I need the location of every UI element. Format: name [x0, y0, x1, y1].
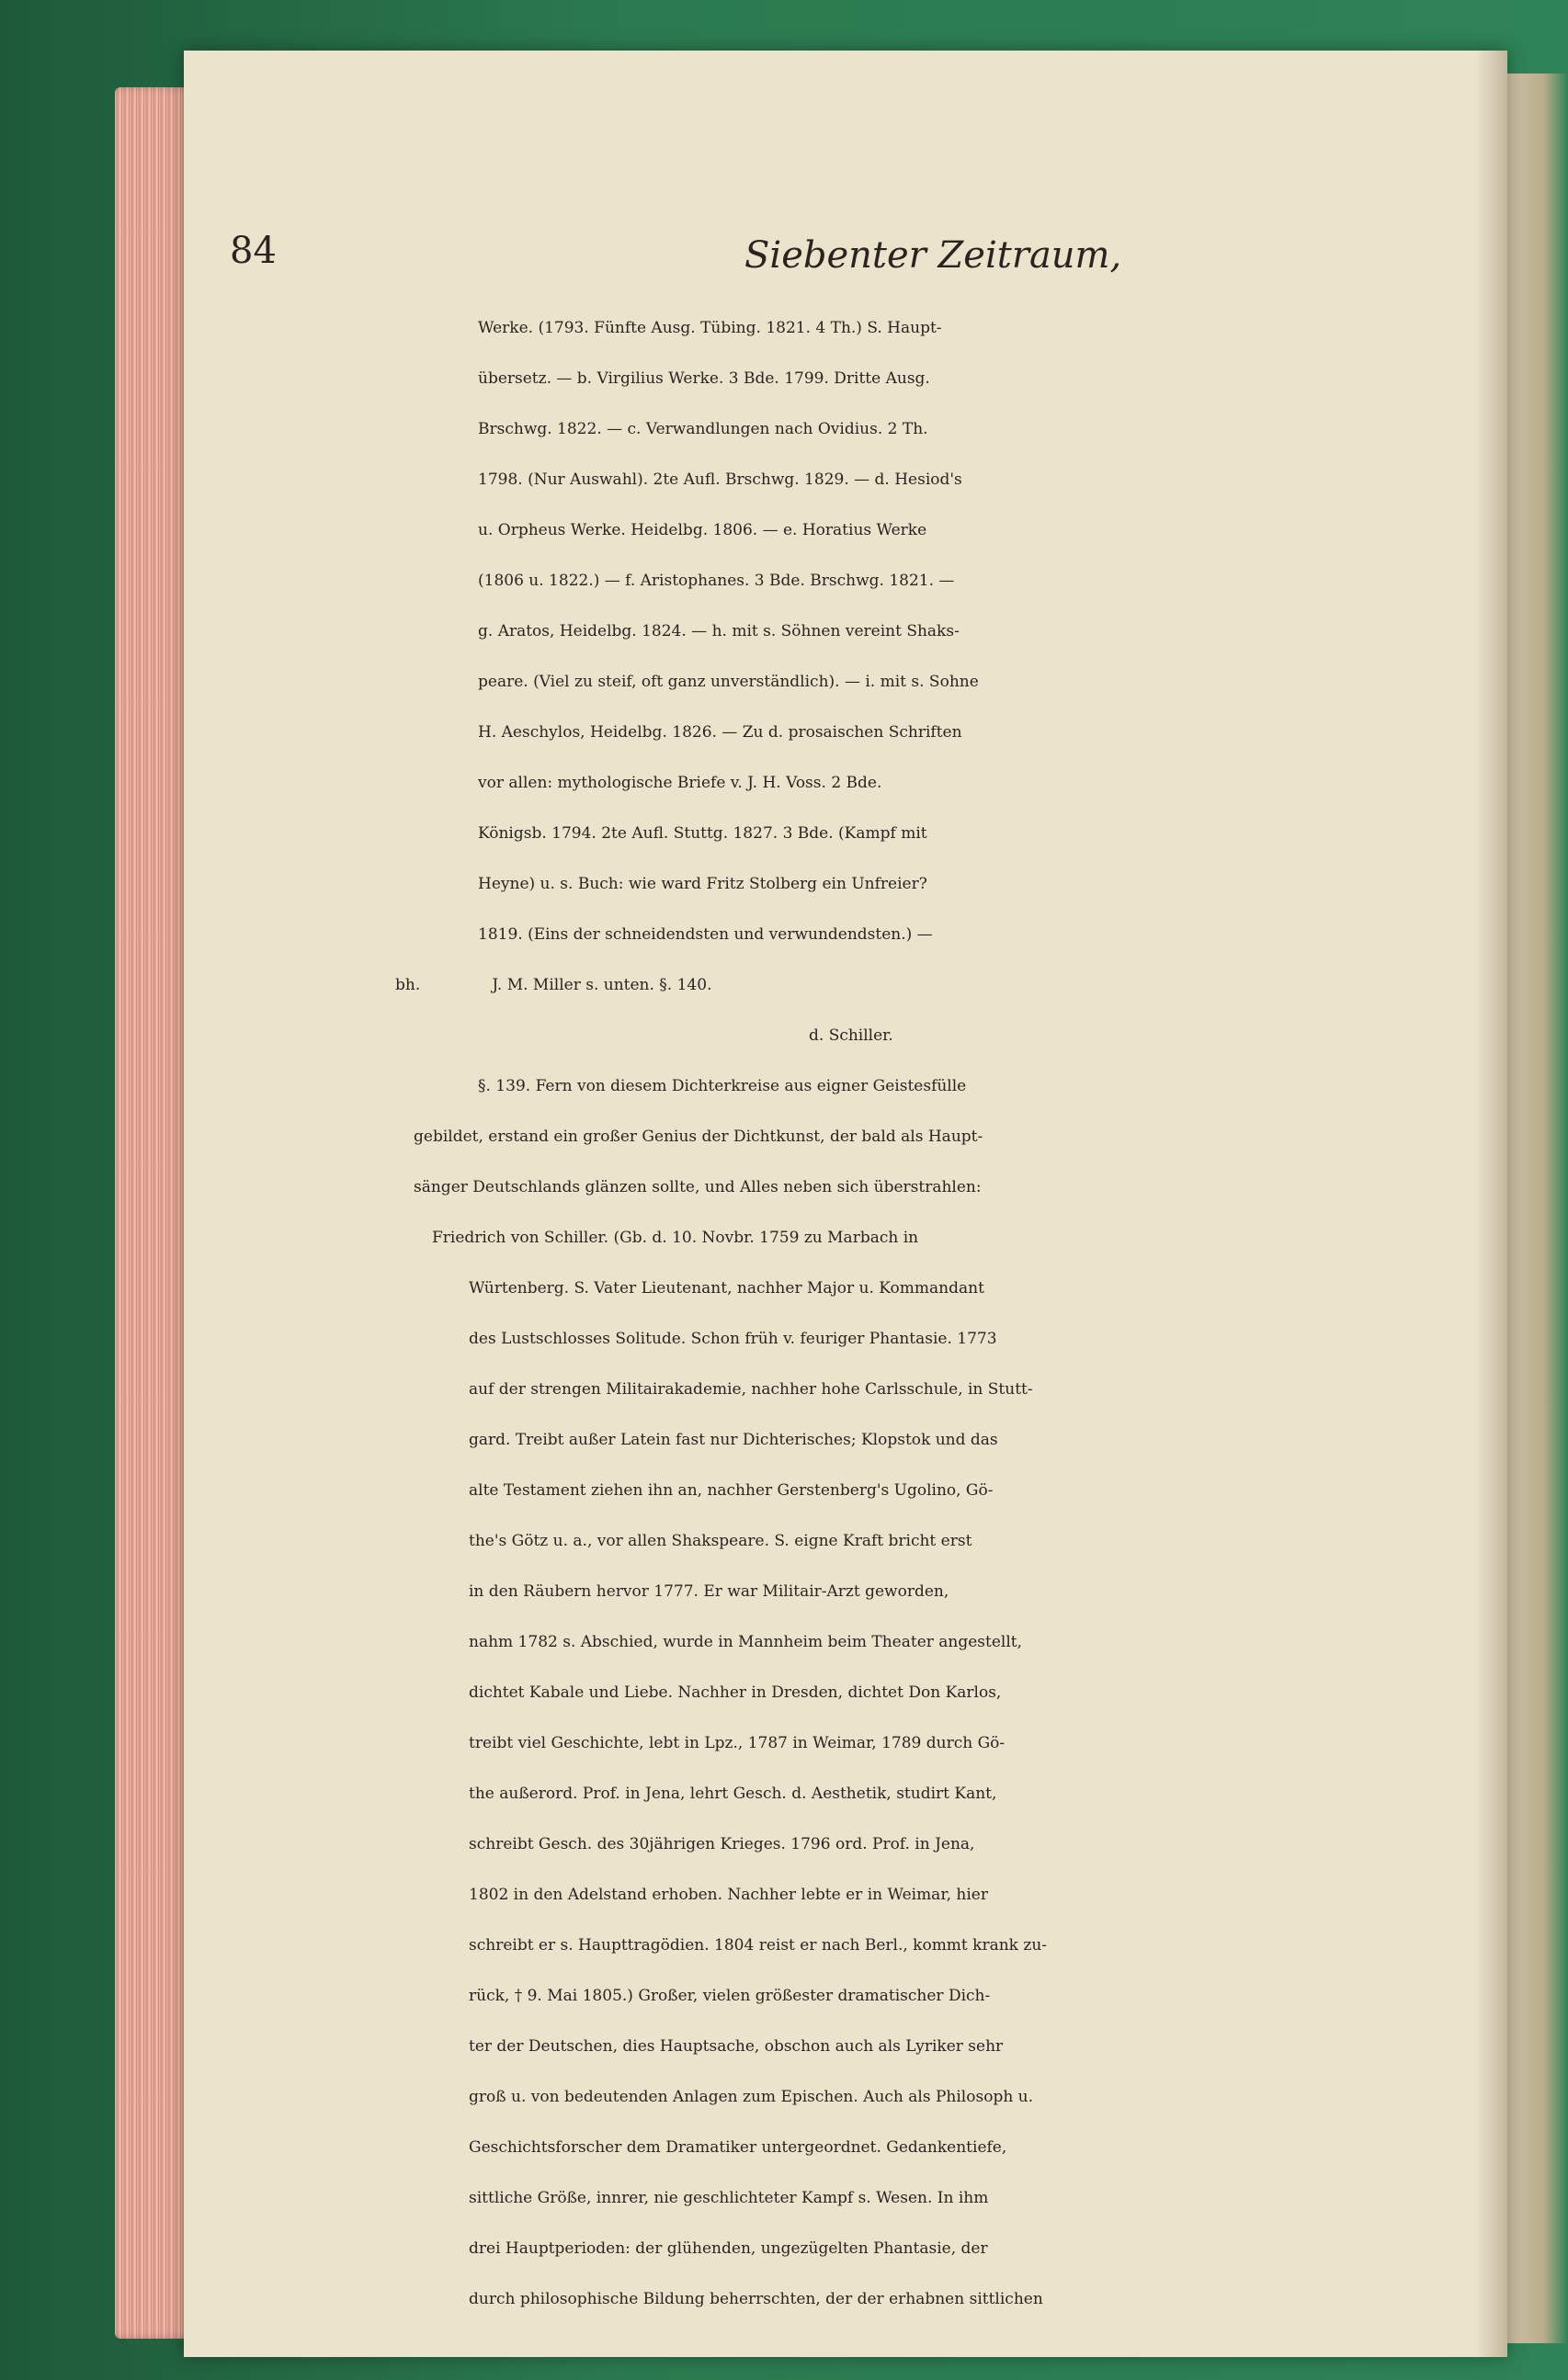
text-line: vor allen: mythologische Briefe v. J. H. Voss. 2 Bde.: [478, 774, 882, 792]
right-page-edge: [1507, 74, 1568, 2343]
text-line: (1806 u. 1822.) — f. Aristophanes. 3 Bde. Brschwg. 1821. —: [478, 572, 955, 590]
paragraph-line: 1802 in den Adelstand erhoben. Nachher lebte er in Weimar, hier: [469, 1886, 988, 1904]
paragraph-line: ter der Deutschen, dies Hauptsache, obschon auch als Lyriker sehr: [469, 2037, 1004, 2056]
paragraph-line: gebildet, erstand ein großer Genius der Dichtkunst, der bald als Haupt-: [414, 1128, 983, 1146]
paragraph-line: durch philosophische Bildung beherrschten, der der erhabnen sittlichen: [469, 2290, 1043, 2308]
page-number: 84: [230, 230, 277, 272]
text-line: g. Aratos, Heidelbg. 1824. — h. mit s. Söhnen vereint Shaks-: [478, 622, 960, 640]
text-line: Brschwg. 1822. — c. Verwandlungen nach Ovidius. 2 Th.: [478, 420, 928, 438]
paragraph-line: dichtet Kabale und Liebe. Nachher in Dresden, dichtet Don Karlos,: [469, 1683, 1002, 1702]
paragraph-line: nahm 1782 s. Abschied, wurde in Mannheim beim Theater angestellt,: [469, 1633, 1023, 1651]
bh-line: [230, 960, 1425, 1011]
page-text: [230, 303, 1425, 2325]
paragraph-line: sänger Deutschlands glänzen sollte, und Alles neben sich überstrahlen:: [414, 1178, 982, 1196]
paragraph-line: alte Testament ziehen ihn an, nachher Gerstenberg's Ugolino, Gö-: [469, 1481, 994, 1500]
text-line: übersetz. — b. Virgilius Werke. 3 Bde. 1799. Dritte Ausg.: [478, 369, 930, 388]
section-heading: d. Schiller.: [809, 1026, 893, 1045]
paragraph-line: Friedrich von Schiller. (Gb. d. 10. Novbr. 1759 zu Marbach in: [432, 1229, 919, 1247]
text-line: H. Aeschylos, Heidelbg. 1826. — Zu d. prosaischen Schriften: [478, 723, 962, 742]
text-line: Königsb. 1794. 2te Aufl. Stuttg. 1827. 3 Bde. (Kampf mit: [478, 824, 927, 843]
paragraph-line: groß u. von bedeutenden Anlagen zum Epischen. Auch als Philosoph u.: [469, 2088, 1034, 2106]
paragraph-line: auf der strengen Militairakademie, nachher hohe Carlsschule, in Stutt-: [469, 1380, 1033, 1399]
text-line: u. Orpheus Werke. Heidelbg. 1806. — e. Horatius Werke: [478, 521, 927, 539]
paragraph-line: schreibt er s. Haupttragödien. 1804 reist er nach Berl., kommt krank zu-: [469, 1936, 1048, 1955]
paragraph-line: in den Räubern hervor 1777. Er war Militair-Arzt geworden,: [469, 1582, 949, 1601]
paragraph-line: §. 139. Fern von diesem Dichterkreise aus eigner Geistesfülle: [478, 1077, 967, 1095]
paragraph-line: the außerord. Prof. in Jena, lehrt Gesch. d. Aesthetik, studirt Kant,: [469, 1785, 997, 1803]
paragraph-line: drei Hauptperioden: der glühenden, ungezügelten Phantasie, der: [469, 2239, 988, 2258]
paragraph-line: rück, † 9. Mai 1805.) Großer, vielen größester dramatischer Dich-: [469, 1987, 991, 2005]
paragraph-line: Würtenberg. S. Vater Lieutenant, nachher Major u. Kommandant: [469, 1279, 984, 1298]
bh-label: bh.: [395, 976, 421, 994]
running-title: Siebenter Zeitraum,: [744, 234, 1122, 277]
text-line: peare. (Viel zu steif, oft ganz unverständlich). — i. mit s. Sohne: [478, 673, 979, 691]
paragraph-line: schreibt Gesch. des 30jährigen Krieges. 1796 ord. Prof. in Jena,: [469, 1835, 975, 1853]
paragraph-line: des Lustschlosses Solitude. Schon früh v. feuriger Phantasie. 1773: [469, 1330, 997, 1348]
bh-text: J. M. Miller s. unten. §. 140.: [492, 976, 712, 994]
text-line: 1798. (Nur Auswahl). 2te Aufl. Brschwg. 1829. — d. Hesiod's: [478, 470, 962, 489]
paragraph-line: the's Götz u. a., vor allen Shakspeare. S. eigne Kraft bricht erst: [469, 1532, 972, 1550]
text-line: Werke. (1793. Fünfte Ausg. Tübing. 1821. 4 Th.) S. Haupt-: [478, 319, 942, 337]
text-line: Heyne) u. s. Buch: wie ward Fritz Stolberg ein Unfreier?: [478, 875, 927, 893]
paragraph-line: treibt viel Geschichte, lebt in Lpz., 1787 in Weimar, 1789 durch Gö-: [469, 1734, 1006, 1752]
text-line: 1819. (Eins der schneidendsten und verwundendsten.) —: [478, 925, 933, 944]
paragraph-line: Geschichtsforscher dem Dramatiker untergeordnet. Gedankentiefe,: [469, 2138, 1007, 2157]
paragraph-line: gard. Treibt außer Latein fast nur Dichterisches; Klopstok und das: [469, 1431, 998, 1449]
paragraph-line: sittliche Größe, innrer, nie geschlichteter Kampf s. Wesen. In ihm: [469, 2189, 989, 2207]
page-header: [230, 230, 1425, 285]
